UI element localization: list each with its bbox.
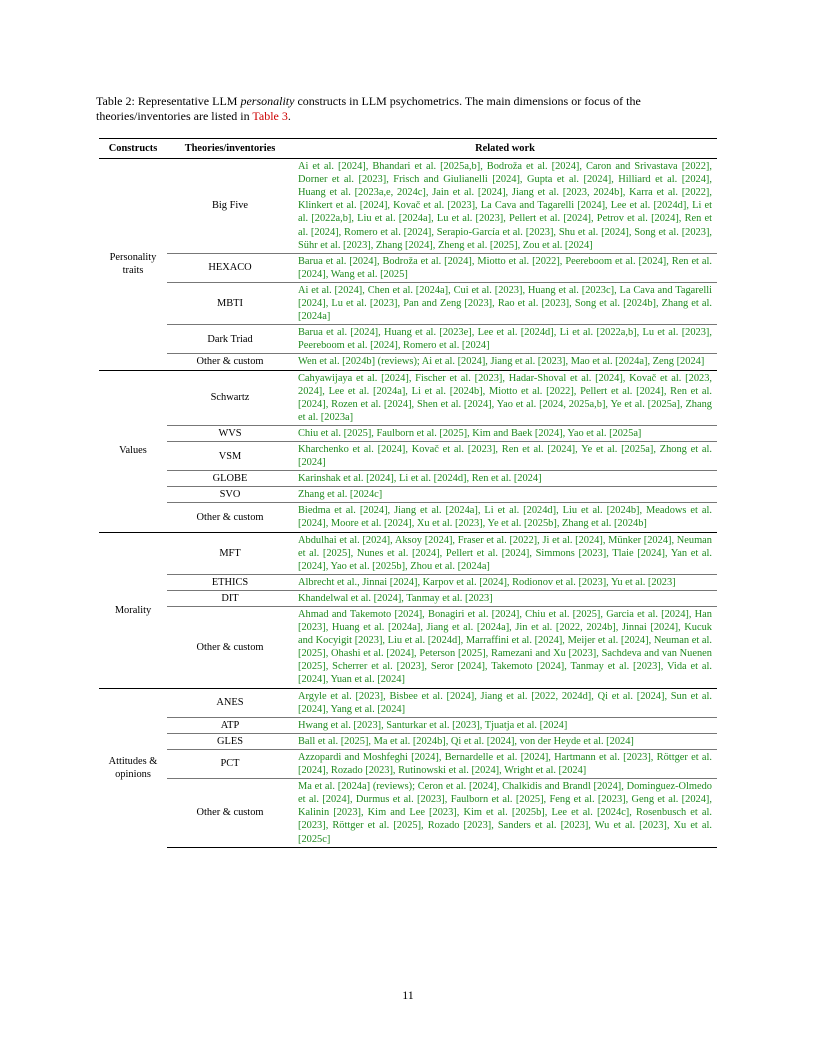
construct-cell: Morality bbox=[99, 532, 167, 688]
table-row bbox=[99, 282, 717, 324]
related-work-cell[interactable]: Chiu et al. [2025], Faulborn et al. [2025], Kim and Baek [2024], Yao et al. [2025a] bbox=[293, 425, 717, 441]
theory-cell: Dark Triad bbox=[167, 325, 293, 354]
table-row bbox=[99, 425, 717, 441]
table-row bbox=[99, 354, 717, 370]
theory-cell: GLOBE bbox=[167, 471, 293, 487]
theory-cell: ETHICS bbox=[167, 574, 293, 590]
related-work-cell[interactable]: Azzopardi and Moshfeghi [2024], Bernardelle et al. [2024], Hartmann et al. [2023], Röttger et al. [2024], Rozado [2023], Rutinowski et al. [2024], Wright et al. [2024] bbox=[293, 749, 717, 778]
page-number: 11 bbox=[402, 988, 414, 1002]
theory-cell: Big Five bbox=[211, 200, 249, 212]
theory-cell: Schwartz bbox=[167, 370, 293, 425]
related-work-cell[interactable]: Ai et al. [2024], Chen et al. [2024a], Cui et al. [2023], Huang et al. [2023c], La Cava and Tagarelli [2024], Lu et al. [2023], Pan and Zeng [2023], Rao et al. [2023], Song et al. [2024b], Zhang et al. [2024a] bbox=[293, 282, 717, 324]
table-row bbox=[99, 159, 717, 254]
table-row bbox=[99, 325, 717, 354]
theory-cell: GLES bbox=[167, 733, 293, 749]
header-theories: Theories/inventories bbox=[167, 139, 293, 159]
table-row bbox=[99, 607, 717, 689]
related-work-cell[interactable]: Hwang et al. [2023], Santurkar et al. [2023], Tjuatja et al. [2024] bbox=[293, 717, 717, 733]
related-work-cell[interactable]: Karinshak et al. [2024], Li et al. [2024d], Ren et al. [2024] bbox=[293, 471, 717, 487]
table-row bbox=[99, 532, 717, 574]
table-row bbox=[99, 370, 717, 425]
table-row bbox=[99, 688, 717, 717]
table-row bbox=[99, 503, 717, 532]
theory-cell: Other & custom bbox=[167, 779, 293, 847]
theory-cell: VSM bbox=[167, 441, 293, 470]
theory-cell: Other & custom bbox=[167, 607, 293, 689]
table-row bbox=[99, 590, 717, 606]
theory-cell: WVS bbox=[167, 425, 293, 441]
theory-cell: SVO bbox=[167, 487, 293, 503]
theory-cell: HEXACO bbox=[167, 253, 293, 282]
related-work-cell[interactable]: Kharchenko et al. [2024], Kovač et al. [2023], Ren et al. [2024], Ye et al. [2025a], Zhong et al. [2024] bbox=[293, 441, 717, 470]
construct-cell: Personality traits bbox=[109, 252, 157, 277]
caption-middle: constructs in LLM psychometrics. The main dimensions or focus of the theories/inventories are listed in bbox=[96, 94, 641, 123]
theory-cell: Other & custom bbox=[167, 354, 293, 370]
constructs-table bbox=[99, 138, 717, 848]
theory-cell: MBTI bbox=[167, 282, 293, 324]
table-caption bbox=[96, 94, 720, 124]
table-row bbox=[99, 253, 717, 282]
related-work-cell[interactable]: Ai et al. [2024], Bhandari et al. [2025a,b], Bodroža et al. [2024], Caron and Srivastava [2022], Dorner et al. [2023], Frisch and Giulianelli [2024], Gupta et al. [2024], Hilliard et al. [2024], Huang et al. [2023a,e, 2024c], Jain et al. [2024], Jiang et al. [2023, 2024b], Karra et al. [2022], Klinkert et al. [2024], Kovač et al. [2023], La Cava and Tagarelli [2024], Lee et al. [2024d], Li et al. [2022a,b], Liu et al. [2024a], Lu et al. [2023], Pellert et al. [2024], Petrov et al. [2024], Ren et al. [2024], Romero et al. [2024], Serapio-García et al. [2023], Shu et al. [2024], Song et al. [2023], Sühr et al. [2023], Zhang [2024], Zheng et al. [2025], Zou et al. [2024] bbox=[298, 161, 712, 251]
related-work-cell[interactable]: Barua et al. [2024], Huang et al. [2023e], Lee et al. [2024d], Li et al. [2022a,b], Lu et al. [2023], Peereboom et al. [2024], Romero et al. [2024] bbox=[293, 325, 717, 354]
table-row bbox=[99, 779, 717, 847]
related-work-cell[interactable]: Khandelwal et al. [2024], Tanmay et al. [2023] bbox=[293, 590, 717, 606]
related-work-cell[interactable]: Zhang et al. [2024c] bbox=[293, 487, 717, 503]
table-row bbox=[99, 717, 717, 733]
caption-table-link[interactable]: Table 3 bbox=[252, 109, 288, 123]
related-work-cell[interactable]: Argyle et al. [2023], Bisbee et al. [2024], Jiang et al. [2022, 2024d], Qi et al. [2024], Sun et al. [2024], Yang et al. [2024] bbox=[293, 688, 717, 717]
caption-suffix: . bbox=[287, 109, 291, 123]
table-row bbox=[99, 733, 717, 749]
related-work-cell[interactable]: Ahmad and Takemoto [2024], Bonagiri et al. [2024], Chiu et al. [2025], Garcia et al. [2024], Han [2023], Huang et al. [2024a], Jiang et al. [2024a], Jin et al. [2022, 2024b], Jinnai [2024], Kucuk and Kocyigit [2023], Liu et al. [2024d], Marraffini et al. [2024], Meijer et al. [2024], Neuman et al. [2025], Ohashi et al. [2024], Peterson [2025], Ramezani and Xu [2023], Sachdeva and van Nuenen [2025], Scherrer et al. [2023], Seror [2024], Takemoto [2024], Tanmay et al. [2023], Vida et al. [2024], Yuan et al. [2024] bbox=[293, 607, 717, 689]
table-body bbox=[99, 159, 717, 848]
related-work-cell[interactable]: Biedma et al. [2024], Jiang et al. [2024a], Li et al. [2024d], Liu et al. [2024b], Meadows et al. [2024], Moore et al. [2024], Xu et al. [2023], Ye et al. [2025b], Zhang et al. [2024b] bbox=[293, 503, 717, 532]
theory-cell: PCT bbox=[167, 749, 293, 778]
related-work-cell[interactable]: Barua et al. [2024], Bodroža et al. [2024], Miotto et al. [2022], Peereboom et al. [2024], Ren et al. [2024], Wang et al. [2025] bbox=[293, 253, 717, 282]
table-row bbox=[99, 471, 717, 487]
caption-prefix: Table 2: Representative LLM bbox=[96, 94, 241, 108]
header-related-work: Related work bbox=[293, 139, 717, 159]
theory-cell: ANES bbox=[167, 688, 293, 717]
construct-cell: Attitudes & opinions bbox=[99, 688, 167, 847]
table-row bbox=[99, 749, 717, 778]
theory-cell: ATP bbox=[167, 717, 293, 733]
theory-cell: MFT bbox=[167, 532, 293, 574]
theory-cell: Other & custom bbox=[167, 503, 293, 532]
related-work-cell[interactable]: Wen et al. [2024b] (reviews); Ai et al. [2024], Jiang et al. [2023], Mao et al. [2024a], Zeng [2024] bbox=[293, 354, 717, 370]
table-row bbox=[99, 441, 717, 470]
table-row bbox=[99, 487, 717, 503]
table-header-row bbox=[99, 139, 717, 159]
table-row bbox=[99, 574, 717, 590]
related-work-cell[interactable]: Ball et al. [2025], Ma et al. [2024b], Qi et al. [2024], von der Heyde et al. [2024] bbox=[293, 733, 717, 749]
construct-cell: Values bbox=[99, 370, 167, 532]
header-constructs: Constructs bbox=[99, 139, 167, 159]
related-work-cell[interactable]: Abdulhai et al. [2024], Aksoy [2024], Fraser et al. [2022], Ji et al. [2024], Münker [2024], Neuman et al. [2025], Nunes et al. [2024], Pellert et al. [2024], Simmons [2023], Tlaie [2024], Yan et al. [2024], Yao et al. [2025b], Zhou et al. [2024a] bbox=[293, 532, 717, 574]
theory-cell: DIT bbox=[167, 590, 293, 606]
related-work-cell[interactable]: Albrecht et al., Jinnai [2024], Karpov et al. [2024], Rodionov et al. [2023], Yu et al. [2023] bbox=[293, 574, 717, 590]
related-work-cell[interactable]: Cahyawijaya et al. [2024], Fischer et al. [2023], Hadar-Shoval et al. [2024], Kovač et al. [2023, 2024], Lee et al. [2024a], Li et al. [2024b], Miotto et al. [2022], Pellert et al. [2024], Ren et al. [2024], Rozen et al. [2024], Shen et al. [2024], Yao et al. [2024, 2025a,b], Ye et al. [2025a], Zhang et al. [2023a] bbox=[293, 370, 717, 425]
related-work-cell[interactable]: Ma et al. [2024a] (reviews); Ceron et al. [2024], Chalkidis and Brandl [2024], Dominguez-Olmedo et al. [2024], Durmus et al. [2023], Faulborn et al. [2025], Feng et al. [2023], Geng et al. [2024], Kalinin [2023], Kim and Lee [2023], Kim et al. [2025b], Lee et al. [2024c], Rosenbusch et al. [2023], Röttger et al. [2025], Rozado [2023], Sanders et al. [2023], Wu et al. [2023], Xu et al. [2025c] bbox=[293, 779, 717, 847]
caption-emph: personality bbox=[240, 94, 295, 108]
